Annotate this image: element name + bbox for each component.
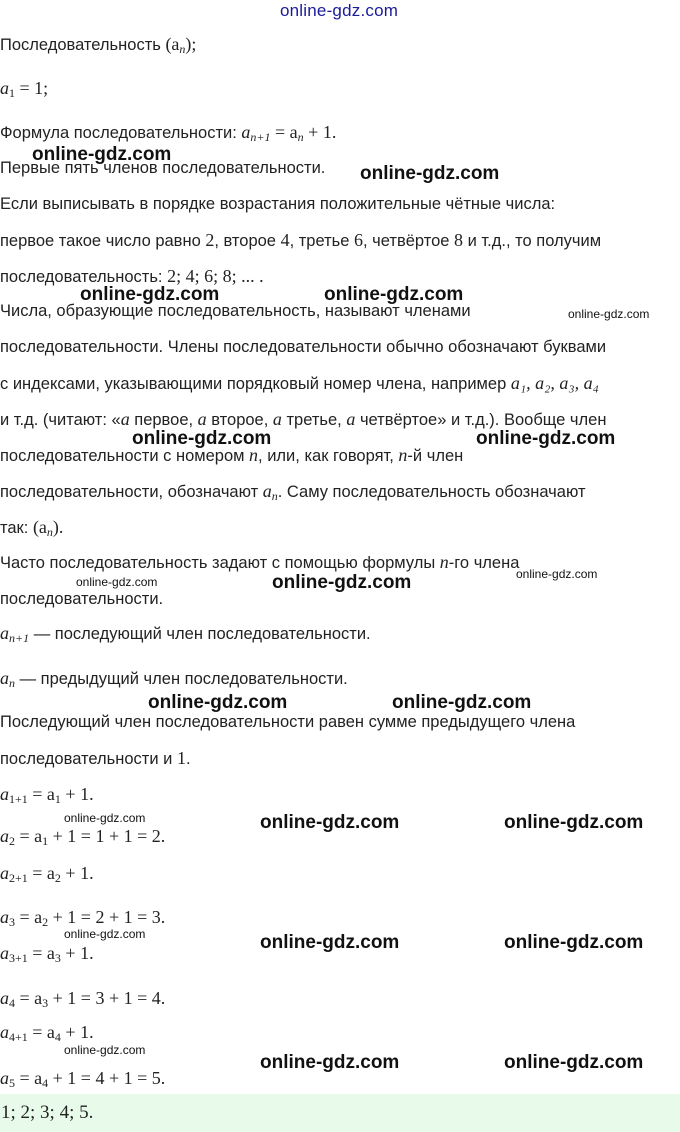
equation: $a_3 = a_2 + 1 = 2 + 1 = 3$. — [0, 907, 166, 929]
watermark: online-gdz.com — [32, 144, 172, 165]
watermark: online-gdz.com — [568, 307, 650, 321]
paragraph-line: последовательности. — [0, 590, 164, 608]
watermark: online-gdz.com — [324, 284, 464, 305]
watermark: online-gdz.com — [64, 811, 146, 825]
equation: $a_5 = a_4 + 1 = 4 + 1 = 5$. — [0, 1068, 166, 1090]
equation: $a_4 = a_3 + 1 = 3 + 1 = 4$. — [0, 988, 166, 1010]
paragraph-line: Если выписывать в порядке возрастания положительные чётные числа: — [0, 195, 556, 213]
paragraph-line: и т.д. (читают: «a первое, a второе, a третье, a четвёртое» и т.д.). Вообще член — [0, 409, 607, 429]
answer-text: 1; 2; 3; 4; 5. — [1, 1102, 94, 1123]
watermark-top: online-gdz.com — [280, 1, 399, 20]
watermark: online-gdz.com — [360, 163, 500, 184]
watermark: online-gdz.com — [148, 692, 288, 713]
formula-line: Формула последовательности: $a_{n+1} = a_n + 1$. — [0, 122, 337, 144]
watermark: online-gdz.com — [516, 567, 598, 581]
paragraph-line: так: $(a_n)$. — [0, 517, 64, 539]
paragraph-line: Числа, образующие последовательность, называют членами — [0, 302, 471, 320]
watermark: online-gdz.com — [260, 812, 400, 833]
watermark: online-gdz.com — [504, 932, 644, 953]
paragraph-line: последовательности и 1. — [0, 748, 191, 768]
watermark: online-gdz.com — [64, 927, 146, 941]
paragraph-line: последовательности с номером n, или, как говорят, n-й член — [0, 445, 464, 465]
first-term: $a_1 = 1$; — [0, 78, 49, 100]
equation: $a_{1+1} = a_1 + 1$. — [0, 784, 94, 806]
equation: $a_{4+1} = a_4 + 1$. — [0, 1022, 94, 1044]
definition-line: $a_{n+1}$ — последующий член последовательности. — [0, 623, 371, 645]
sequence-name: Последовательность $(a_n)$; — [0, 34, 197, 56]
paragraph-line: с индексами, указывающими порядковый номер члена, например a₁, a₂, a₃, a₄ — [0, 373, 599, 393]
watermark: online-gdz.com — [76, 575, 158, 589]
equation: $a_{3+1} = a_3 + 1$. — [0, 943, 94, 965]
answer-box — [0, 1094, 680, 1132]
paragraph-line: последовательность: 2; 4; 6; 8; ... . — [0, 266, 264, 286]
definition-line: $a_n$ — предыдущий член последовательности. — [0, 668, 348, 690]
watermark: online-gdz.com — [132, 428, 272, 449]
paragraph-line: Последующий член последовательности равен сумме предыдущего члена — [0, 713, 576, 731]
watermark: online-gdz.com — [272, 572, 412, 593]
paragraph-line: первое такое число равно 2, второе 4, третье 6, четвёртое 8 и т.д., то получим — [0, 230, 602, 250]
paragraph-line: последовательности, обозначают $a_n$. Саму последовательность обозначают — [0, 481, 586, 503]
watermark: online-gdz.com — [64, 1043, 146, 1057]
equation: $a_{2+1} = a_2 + 1$. — [0, 863, 94, 885]
watermark: online-gdz.com — [260, 932, 400, 953]
subheading: Первые пять членов последовательности. — [0, 159, 326, 177]
watermark: online-gdz.com — [392, 692, 532, 713]
watermark: online-gdz.com — [80, 284, 220, 305]
paragraph-line: последовательности. Члены последовательности обычно обозначают буквами — [0, 338, 607, 356]
equation: $a_2 = a_1 + 1 = 1 + 1 = 2$. — [0, 826, 166, 848]
watermark: online-gdz.com — [260, 1052, 400, 1073]
watermark: online-gdz.com — [504, 812, 644, 833]
watermark: online-gdz.com — [476, 428, 616, 449]
watermark: online-gdz.com — [504, 1052, 644, 1073]
paragraph-line: Часто последовательность задают с помощью формулы n-го члена — [0, 552, 520, 572]
